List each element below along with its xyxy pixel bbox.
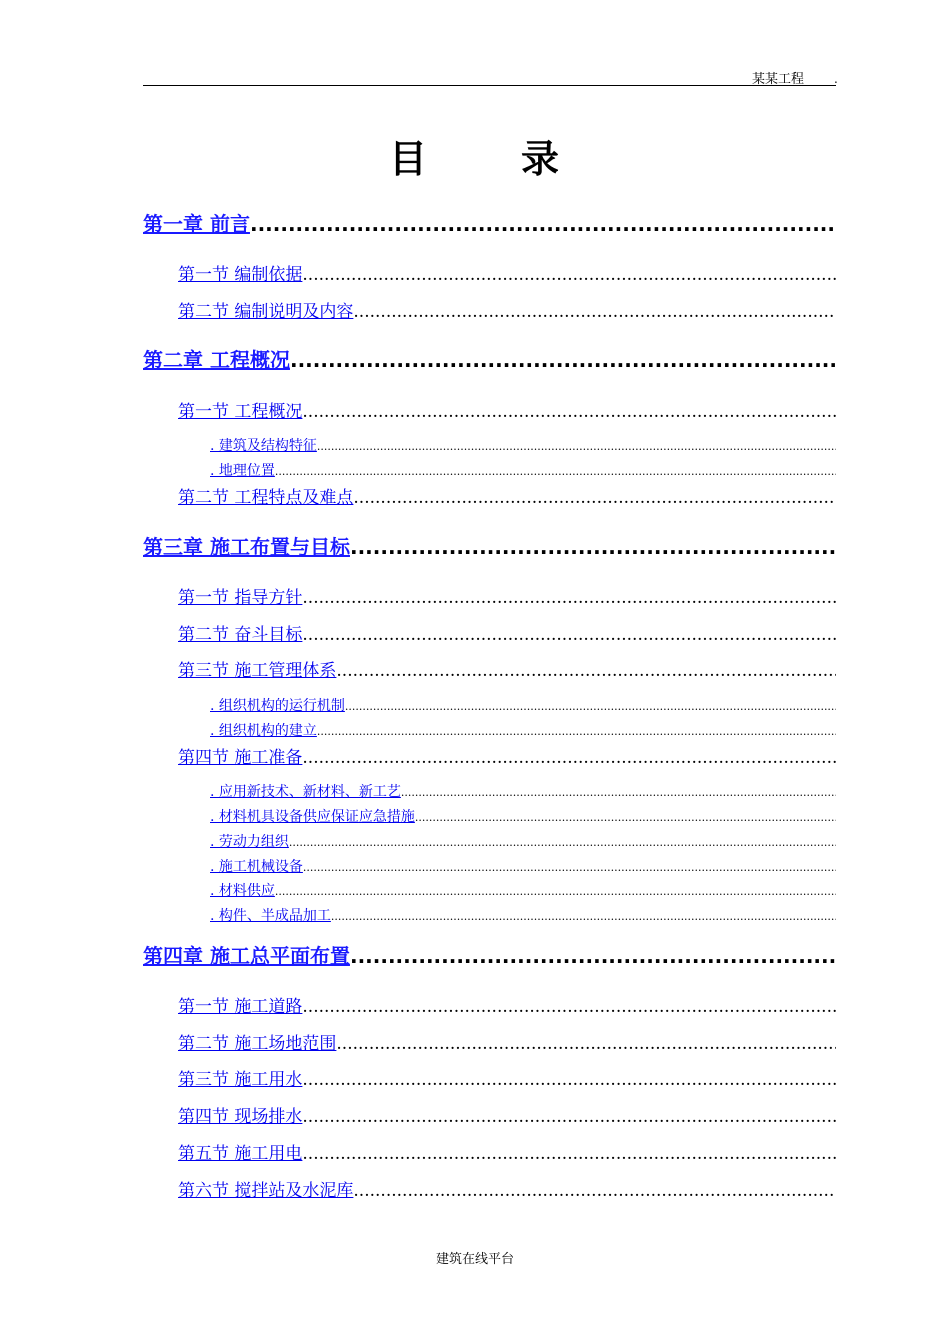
toc-leader [302, 1107, 836, 1127]
toc-entry[interactable] [178, 656, 836, 681]
toc-leader [353, 1181, 836, 1201]
toc-entry[interactable] [178, 620, 836, 645]
toc-leader [415, 811, 836, 824]
toc-entry[interactable] [143, 208, 836, 237]
toc-leader [331, 910, 836, 923]
toc-leader [302, 625, 836, 645]
toc-leader [275, 885, 836, 898]
toc-entry[interactable] [178, 743, 836, 768]
toc-leader [336, 1034, 836, 1054]
toc-entry[interactable] [178, 1029, 836, 1054]
toc-leader [275, 465, 836, 478]
toc-link[interactable]: 第三章 施工布置与目标 [143, 535, 350, 559]
toc-leader [345, 700, 836, 713]
toc-link[interactable]: 第二节 编制说明及内容 [178, 302, 354, 322]
toc-entry[interactable] [210, 806, 836, 826]
page-footer: 建筑在线平台 [435, 1252, 514, 1267]
toc-link[interactable]: . 施工机械设备 [210, 859, 303, 875]
toc-link[interactable]: 第一章 前言 [143, 212, 250, 236]
toc-link[interactable]: 第一节 工程概况 [178, 402, 303, 422]
toc-entry[interactable] [178, 1102, 836, 1127]
toc-link[interactable]: 第四节 施工准备 [178, 748, 303, 768]
toc-leader [350, 535, 836, 559]
toc-entry[interactable] [210, 695, 836, 715]
title-char-2: 录 [521, 137, 562, 181]
toc-link[interactable]: 第二节 工程特点及难点 [178, 488, 354, 508]
toc-link[interactable]: . 建筑及结构特征 [210, 438, 317, 454]
header-title: 某某工程 [752, 72, 805, 87]
toc-link[interactable]: 第四节 现场排水 [178, 1107, 303, 1127]
toc-entry[interactable] [210, 435, 836, 455]
toc-entry[interactable] [210, 831, 836, 851]
toc-link[interactable]: . 构件、半成品加工 [210, 908, 331, 924]
toc-link[interactable]: 第三节 施工用水 [178, 1070, 303, 1090]
toc-entry[interactable] [210, 781, 836, 801]
toc-entry[interactable] [178, 297, 836, 322]
toc-link[interactable]: . 材料供应 [210, 883, 275, 899]
toc-leader [302, 1144, 836, 1164]
toc-link[interactable]: 第一节 编制依据 [178, 265, 303, 285]
toc-link[interactable]: 第三节 施工管理体系 [178, 661, 337, 681]
toc-leader [317, 440, 836, 453]
toc-link[interactable]: . 劳动力组织 [210, 834, 289, 850]
toc-leader [302, 1070, 836, 1090]
toc-link[interactable]: 第五节 施工用电 [178, 1144, 303, 1164]
toc-link[interactable]: 第二节 施工场地范围 [178, 1034, 337, 1054]
toc-link[interactable]: 第二章 工程概况 [143, 348, 290, 372]
toc-link[interactable]: 第四章 施工总平面布置 [143, 944, 350, 968]
toc-leader [302, 748, 836, 768]
header-dot: . [834, 72, 838, 86]
toc-entry[interactable] [210, 856, 836, 876]
toc-leader [336, 661, 836, 681]
page-title [0, 128, 950, 183]
toc-entry[interactable] [178, 260, 836, 285]
toc-entry[interactable] [143, 344, 836, 373]
toc-leader [353, 488, 836, 508]
toc-entry[interactable] [210, 880, 836, 900]
toc-entry[interactable] [210, 905, 836, 925]
toc-entry[interactable] [178, 397, 836, 422]
title-char-1: 目 [388, 137, 429, 181]
toc-link[interactable]: . 组织机构的建立 [210, 723, 317, 739]
toc-leader [350, 944, 836, 968]
toc-entry[interactable] [143, 531, 836, 560]
toc-link[interactable]: 第一节 施工道路 [178, 997, 303, 1017]
toc-leader [302, 402, 836, 422]
toc-entry[interactable] [178, 483, 836, 508]
toc-link[interactable]: . 组织机构的运行机制 [210, 698, 345, 714]
toc-entry[interactable] [178, 992, 836, 1017]
toc-link[interactable]: . 地理位置 [210, 463, 275, 479]
toc-entry[interactable] [143, 940, 836, 969]
toc-leader [302, 265, 836, 285]
toc-leader [353, 302, 836, 322]
toc-leader [401, 786, 836, 799]
toc-leader [303, 861, 836, 874]
toc-link[interactable]: 第二节 奋斗目标 [178, 625, 303, 645]
toc-leader [289, 836, 836, 849]
toc-entry[interactable] [178, 583, 836, 608]
header-rule [143, 85, 836, 86]
toc-entry[interactable] [178, 1139, 836, 1164]
toc-link[interactable]: 第六节 搅拌站及水泥库 [178, 1181, 354, 1201]
toc-leader [250, 212, 836, 236]
toc-leader [290, 348, 836, 372]
toc-link[interactable]: 第一节 指导方针 [178, 588, 303, 608]
toc-entry[interactable] [178, 1065, 836, 1090]
toc-leader [317, 725, 836, 738]
toc-entry[interactable] [210, 720, 836, 740]
toc-link[interactable]: . 应用新技术、新材料、新工艺 [210, 784, 401, 800]
toc-leader [302, 997, 836, 1017]
toc-entry[interactable] [210, 460, 836, 480]
toc-link[interactable]: . 材料机具设备供应保证应急措施 [210, 809, 415, 825]
toc-leader [302, 588, 836, 608]
toc-entry[interactable] [178, 1176, 836, 1201]
